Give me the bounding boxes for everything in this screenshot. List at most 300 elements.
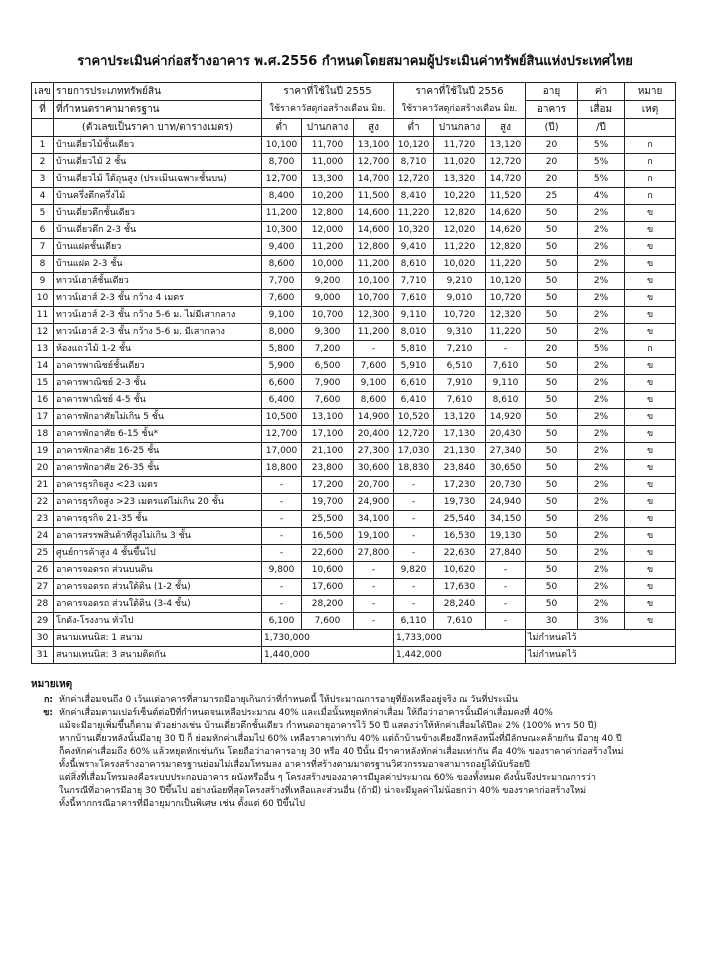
price-2556-mid: 10,620 <box>434 562 486 579</box>
table-row <box>32 613 676 630</box>
price-2555-mid: 6,500 <box>302 358 354 375</box>
price-2555-low: 6,400 <box>262 392 302 409</box>
row-note: ก <box>625 137 676 154</box>
depreciation-rate: 2% <box>578 596 625 613</box>
table-row <box>32 443 676 460</box>
row-note: ข <box>625 562 676 579</box>
price-2555-high: 10,700 <box>354 290 394 307</box>
building-age: 20 <box>526 171 578 188</box>
price-2556-high: 34,150 <box>486 511 526 528</box>
price-2556-high: 14,720 <box>486 171 526 188</box>
table-row <box>32 409 676 426</box>
row-number: 31 <box>32 647 54 664</box>
row-item-name: บ้านเดี่ยวตึกชั้นเดียว <box>54 205 262 222</box>
row-note: ข <box>625 613 676 630</box>
price-2555-low: - <box>262 477 302 494</box>
price-2555-low: 9,100 <box>262 307 302 324</box>
price-2556-high: 20,730 <box>486 477 526 494</box>
row-item-name: ทาวน์เฮาส์ชั้นเดียว <box>54 273 262 290</box>
building-age: 50 <box>526 307 578 324</box>
depreciation-rate: 2% <box>578 477 625 494</box>
price-2556-low: - <box>394 477 434 494</box>
price-table <box>31 82 676 664</box>
notes-section <box>31 678 681 811</box>
price-2556-low: 12,720 <box>394 426 434 443</box>
note-ka-key: ก: <box>43 695 53 705</box>
price-2555-mid: 21,100 <box>302 443 354 460</box>
building-age: 50 <box>526 460 578 477</box>
row-note: ข <box>625 324 676 341</box>
low-2556: ต่ำ <box>394 119 434 137</box>
price-2555-high: - <box>354 579 394 596</box>
note-kho <box>31 707 681 811</box>
building-age: 50 <box>526 392 578 409</box>
depreciation-rate: 2% <box>578 545 625 562</box>
price-2556-high: 24,940 <box>486 494 526 511</box>
row-item-name: อาคารพักอาศัยไม่เกิน 5 ชั้น <box>54 409 262 426</box>
price-2556-mid: 7,610 <box>434 613 486 630</box>
price-2556-low: 8,710 <box>394 154 434 171</box>
depreciation-rate: 5% <box>578 154 625 171</box>
row-number: 2 <box>32 154 54 171</box>
price-2556-mid: 9,310 <box>434 324 486 341</box>
price-2555-high: 12,800 <box>354 239 394 256</box>
col-no-header: เลข <box>32 83 54 101</box>
table-row <box>32 426 676 443</box>
price-2555-low: 8,000 <box>262 324 302 341</box>
row-number: 11 <box>32 307 54 324</box>
row-item-name: บ้านครึ่งตึกครึ่งไม้ <box>54 188 262 205</box>
col-item-header-2: ที่กำหนดราคามาตรฐาน <box>54 101 262 119</box>
note-kho-line: ทั้งนี้หากกรณีอาคารที่มีอายุมากเป็นพิเศษ เช่น ตั้งแต่ 60 ปีขึ้นไป <box>59 799 305 809</box>
price-2555-high: - <box>354 596 394 613</box>
row-item-name: สนามเทนนิส: 1 สนาม <box>54 630 262 647</box>
row-note: ข <box>625 392 676 409</box>
row-item-name: บ้านเดี่ยวไม้ชั้นเดียว <box>54 137 262 154</box>
building-age: 30 <box>526 613 578 630</box>
depreciation-rate: 2% <box>578 579 625 596</box>
price-2555-high: - <box>354 613 394 630</box>
price-2555-low: 12,700 <box>262 426 302 443</box>
price-2555-low: 10,100 <box>262 137 302 154</box>
building-age: 50 <box>526 324 578 341</box>
row-note: ข <box>625 239 676 256</box>
row-note: ก <box>625 341 676 358</box>
price-2555-low: 6,100 <box>262 613 302 630</box>
table-row <box>32 324 676 341</box>
note-kho-line: ก็คงหักค่าเสื่อมถึง 60% แล้วหยุดหักเช่นกัน โดยถือว่าอาคารอายุ 30 หรือ 40 ปีนั้น มีราคาหลังหักค่าเสื่อมเท่ากัน คือ 40% ของราคาค่าก่อสร้างใหม่ <box>59 747 624 757</box>
price-2556-high: 14,620 <box>486 205 526 222</box>
building-age: 50 <box>526 443 578 460</box>
note-kho-line: แม้จะมีอายุเพิ่มขึ้นก็ตาม ตัวอย่างเช่น บ้านเดี่ยวตึกชั้นเดียว กำหนดอายุอาคารไว้ 50 ปี แสดงว่าให้หักค่าเสื่อมได้ปีละ 2% (100% หาร 50 ปี) <box>59 721 597 731</box>
price-2556-high: 7,610 <box>486 358 526 375</box>
table-row <box>32 647 676 664</box>
row-item-name: ห้องแถวไม้ 1-2 ชั้น <box>54 341 262 358</box>
price-2556-mid: 13,120 <box>434 409 486 426</box>
price-2556-mid: 7,910 <box>434 375 486 392</box>
col-age-header: อายุ <box>526 83 578 101</box>
price-2555-mid: 7,600 <box>302 613 354 630</box>
table-row <box>32 307 676 324</box>
price-2556-high: 20,430 <box>486 426 526 443</box>
price-2555-high: 14,700 <box>354 171 394 188</box>
row-number: 4 <box>32 188 54 205</box>
col-dep-header: ค่า <box>578 83 625 101</box>
price-2555-high: 27,800 <box>354 545 394 562</box>
price-2555-high: 20,700 <box>354 477 394 494</box>
row-number: 9 <box>32 273 54 290</box>
table-row <box>32 273 676 290</box>
table-row <box>32 358 676 375</box>
building-age: 50 <box>526 205 578 222</box>
row-number: 8 <box>32 256 54 273</box>
building-age: 50 <box>526 375 578 392</box>
col-age-header-3: (ปี) <box>526 119 578 137</box>
row-note: ข <box>625 528 676 545</box>
row-number: 23 <box>32 511 54 528</box>
note-ka-text: หักค่าเสื่อมจนถึง 0 เว้นแต่อาคารที่สามารถมีอายุเกินกว่าที่กำหนดนี้ ให้ประมาณการอายุที่ยังเหลืออยู่จริง ณ วันที่ประเมิน <box>59 695 518 705</box>
row-note: ข <box>625 545 676 562</box>
price-2555-mid: 16,500 <box>302 528 354 545</box>
price-2556-mid: 10,220 <box>434 188 486 205</box>
depreciation-rate: 2% <box>578 494 625 511</box>
price-2556-low: 6,410 <box>394 392 434 409</box>
row-item-name: อาคารธุรกิจสูง <23 เมตร <box>54 477 262 494</box>
row-number: 21 <box>32 477 54 494</box>
col-2555-header: ราคาที่ใช้ในปี 2555 <box>262 83 394 101</box>
price-2556-lump: 1,733,000 <box>394 630 526 647</box>
depreciation-rate: 2% <box>578 375 625 392</box>
row-item-name: อาคารพักอาศัย 6-15 ชั้น* <box>54 426 262 443</box>
row-number: 17 <box>32 409 54 426</box>
price-2556-mid: 6,510 <box>434 358 486 375</box>
price-2555-mid: 11,000 <box>302 154 354 171</box>
table-row <box>32 137 676 154</box>
price-2556-low: - <box>394 545 434 562</box>
price-2555-high: 27,300 <box>354 443 394 460</box>
price-2556-low: 10,120 <box>394 137 434 154</box>
row-item-name: อาคารพาณิชย์ 4-5 ชั้น <box>54 392 262 409</box>
price-2556-high: 14,620 <box>486 222 526 239</box>
row-note: ข <box>625 290 676 307</box>
depreciation-rate: 2% <box>578 205 625 222</box>
price-2556-mid: 7,210 <box>434 341 486 358</box>
price-2556-mid: 11,220 <box>434 239 486 256</box>
price-2556-mid: 17,130 <box>434 426 486 443</box>
mid-2556: ปานกลาง <box>434 119 486 137</box>
note-ka <box>31 694 681 707</box>
notes-heading: หมายเหตุ <box>31 679 73 690</box>
price-2556-low: 7,610 <box>394 290 434 307</box>
price-2556-mid: 17,230 <box>434 477 486 494</box>
price-2556-high: 11,220 <box>486 256 526 273</box>
row-item-name: บ้านแฝดชั้นเดียว <box>54 239 262 256</box>
price-2555-low: 11,200 <box>262 205 302 222</box>
row-number: 29 <box>32 613 54 630</box>
col-note-header: หมาย <box>625 83 676 101</box>
price-2556-mid: 11,020 <box>434 154 486 171</box>
row-item-name: อาคารธุรกิจสูง >23 เมตรแต่ไม่เกิน 20 ชั้น <box>54 494 262 511</box>
row-item-name: ทาวน์เฮาส์ 2-3 ชั้น กว้าง 5-6 ม. ไม่มีเสากลาง <box>54 307 262 324</box>
table-row <box>32 511 676 528</box>
building-age: 50 <box>526 358 578 375</box>
row-number: 24 <box>32 528 54 545</box>
row-item-name: ศูนย์การค้าสูง 4 ชั้นขึ้นไป <box>54 545 262 562</box>
price-2555-mid: 9,300 <box>302 324 354 341</box>
price-2556-mid: 23,840 <box>434 460 486 477</box>
building-age: 50 <box>526 290 578 307</box>
price-2556-low: - <box>394 596 434 613</box>
row-item-name: อาคารจอดรถ ส่วนใต้ดิน (1-2 ชั้น) <box>54 579 262 596</box>
table-row <box>32 154 676 171</box>
row-note: ข <box>625 596 676 613</box>
price-2555-low: 7,700 <box>262 273 302 290</box>
col-age-header-2: อาคาร <box>526 101 578 119</box>
col-dep-header-3: /ปี <box>578 119 625 137</box>
building-age: 20 <box>526 154 578 171</box>
building-age: 50 <box>526 273 578 290</box>
depreciation-rate: 2% <box>578 358 625 375</box>
row-number: 25 <box>32 545 54 562</box>
price-2556-high: - <box>486 341 526 358</box>
price-2555-high: - <box>354 341 394 358</box>
row-number: 27 <box>32 579 54 596</box>
price-2555-mid: 10,200 <box>302 188 354 205</box>
price-2555-mid: 12,000 <box>302 222 354 239</box>
price-2556-mid: 10,020 <box>434 256 486 273</box>
high-2555: สูง <box>354 119 394 137</box>
price-2556-low: 11,220 <box>394 205 434 222</box>
price-2555-low: 18,800 <box>262 460 302 477</box>
row-item-name: บ้านเดี่ยวไม้ 2 ชั้น <box>54 154 262 171</box>
price-2555-mid: 23,800 <box>302 460 354 477</box>
price-2556-high: 27,840 <box>486 545 526 562</box>
row-note: ข <box>625 358 676 375</box>
price-2556-high: 12,820 <box>486 239 526 256</box>
table-row <box>32 528 676 545</box>
price-2555-high: 11,500 <box>354 188 394 205</box>
price-2555-high: 11,200 <box>354 324 394 341</box>
price-2555-mid: 12,800 <box>302 205 354 222</box>
price-2556-mid: 16,530 <box>434 528 486 545</box>
price-2555-low: 8,700 <box>262 154 302 171</box>
col-dep-header-2: เสื่อม <box>578 101 625 119</box>
row-number: 28 <box>32 596 54 613</box>
note-kho-line: หากบ้านเดี่ยวหลังนั้นมีอายุ 30 ปี ก็ ย่อมหักค่าเสื่อมไป 60% เหลือราคาเท่ากับ 40% แต่ถ้าบ้านข้างเคียงอีกหลังหนึ่งที่มีลักษณะคล้ายกัน มีอายุ 40 ปี <box>59 734 622 744</box>
col-2556-subheader: ใช้ราคาวัสดุก่อสร้างเดือน มิย. <box>394 101 526 119</box>
price-2556-low: 10,520 <box>394 409 434 426</box>
price-2555-mid: 17,200 <box>302 477 354 494</box>
price-2555-high: 14,600 <box>354 205 394 222</box>
row-item-name: บ้านเดี่ยวตึก 2-3 ชั้น <box>54 222 262 239</box>
depreciation-rate: 2% <box>578 307 625 324</box>
depreciation-rate: 2% <box>578 443 625 460</box>
price-2556-mid: 25,540 <box>434 511 486 528</box>
depreciation-rate: 2% <box>578 290 625 307</box>
table-row <box>32 375 676 392</box>
price-2555-high: 10,100 <box>354 273 394 290</box>
row-item-name: อาคารจอดรถ ส่วนบนดิน <box>54 562 262 579</box>
price-2556-low: 7,710 <box>394 273 434 290</box>
note-kho-line: ในกรณีที่อาคารมีอายุ 30 ปีขึ้นไป อย่างน้อยที่สุดโครงสร้างที่เหลือและส่วนอื่น (ถ้ามี) น่าจะมีมูลค่าไม่น้อยกว่า 40% ของราคาก่อสร้างใหม่ <box>59 786 587 796</box>
depreciation-rate: 2% <box>578 239 625 256</box>
price-2556-high: 10,720 <box>486 290 526 307</box>
depreciation-rate: 2% <box>578 562 625 579</box>
row-note: ข <box>625 409 676 426</box>
building-age: 50 <box>526 528 578 545</box>
row-item-name: สนามเทนนิส: 3 สนามติดกัน <box>54 647 262 664</box>
row-note: ข <box>625 256 676 273</box>
price-2556-mid: 21,130 <box>434 443 486 460</box>
price-2555-mid: 17,600 <box>302 579 354 596</box>
row-note: ข <box>625 477 676 494</box>
row-number: 1 <box>32 137 54 154</box>
depreciation-rate: 2% <box>578 409 625 426</box>
price-2555-mid: 10,700 <box>302 307 354 324</box>
price-2556-low: 8,610 <box>394 256 434 273</box>
row-item-name: อาคารสรรพสินค้าที่สูงไม่เกิน 3 ชั้น <box>54 528 262 545</box>
price-2555-high: 19,100 <box>354 528 394 545</box>
depreciation-rate: 5% <box>578 171 625 188</box>
note-kho-line: ทั้งนี้เพราะโครงสร้างอาคารมาตรฐานย่อมไม่เสื่อมโทรมลง อาคารที่สร้างตามมาตรฐานวิศวกรรมอาจสามารถอยู่ได้นับร้อยปี <box>59 760 530 770</box>
row-note: ข <box>625 579 676 596</box>
table-row <box>32 205 676 222</box>
price-2556-high: 27,340 <box>486 443 526 460</box>
row-note: ข <box>625 273 676 290</box>
col-no-header-2: ที่ <box>32 101 54 119</box>
price-2556-high: - <box>486 613 526 630</box>
price-2555-mid: 9,200 <box>302 273 354 290</box>
depreciation-rate: 2% <box>578 528 625 545</box>
row-remark: ไม่กำหนดไว้ <box>526 647 676 664</box>
row-remark: ไม่กำหนดไว้ <box>526 630 676 647</box>
price-2555-high: 24,900 <box>354 494 394 511</box>
price-2555-lump: 1,440,000 <box>262 647 394 664</box>
price-2555-high: 13,100 <box>354 137 394 154</box>
row-item-name: ทาวน์เฮาส์ 2-3 ชั้น กว้าง 4 เมตร <box>54 290 262 307</box>
price-2556-low: 9,410 <box>394 239 434 256</box>
note-kho-key: ข: <box>43 708 53 718</box>
price-2556-high: 9,110 <box>486 375 526 392</box>
row-note: ก <box>625 188 676 205</box>
price-2556-low: 6,610 <box>394 375 434 392</box>
price-2556-low: - <box>394 579 434 596</box>
price-2555-high: 11,200 <box>354 256 394 273</box>
row-note: ข <box>625 205 676 222</box>
price-2556-mid: 9,010 <box>434 290 486 307</box>
row-item-name: อาคารจอดรถ ส่วนใต้ดิน (3-4 ชั้น) <box>54 596 262 613</box>
building-age: 50 <box>526 426 578 443</box>
col-item-header-3: (ตัวเลขเป็นราคา บาท/ตารางเมตร) <box>54 119 262 137</box>
price-2556-low: 9,110 <box>394 307 434 324</box>
row-number: 26 <box>32 562 54 579</box>
price-2555-low: 17,000 <box>262 443 302 460</box>
price-2555-mid: 13,300 <box>302 171 354 188</box>
price-2556-mid: 28,240 <box>434 596 486 613</box>
price-2555-low: - <box>262 579 302 596</box>
row-item-name: อาคารพาณิชย์ชั้นเดียว <box>54 358 262 375</box>
price-2556-high: - <box>486 596 526 613</box>
price-2556-mid: 17,630 <box>434 579 486 596</box>
row-number: 16 <box>32 392 54 409</box>
note-kho-text <box>59 707 681 811</box>
building-age: 50 <box>526 239 578 256</box>
price-2556-high: - <box>486 579 526 596</box>
price-2556-low: 18,830 <box>394 460 434 477</box>
building-age: 50 <box>526 409 578 426</box>
building-age: 50 <box>526 579 578 596</box>
price-2555-low: - <box>262 511 302 528</box>
price-2556-mid: 19,730 <box>434 494 486 511</box>
row-item-name: อาคารพักอาศัย 16-25 ชั้น <box>54 443 262 460</box>
row-number: 30 <box>32 630 54 647</box>
row-note: ก <box>625 171 676 188</box>
price-2556-high: 13,120 <box>486 137 526 154</box>
row-number: 7 <box>32 239 54 256</box>
price-2555-mid: 11,700 <box>302 137 354 154</box>
price-2556-lump: 1,442,000 <box>394 647 526 664</box>
table-row <box>32 460 676 477</box>
price-2555-low: 10,500 <box>262 409 302 426</box>
row-note: ข <box>625 460 676 477</box>
row-item-name: ทาวน์เฮาส์ 2-3 ชั้น กว้าง 5-6 ม. มีเสากลาง <box>54 324 262 341</box>
row-note: ข <box>625 494 676 511</box>
table-row <box>32 630 676 647</box>
building-age: 25 <box>526 188 578 205</box>
price-2556-low: - <box>394 494 434 511</box>
price-2555-mid: 22,600 <box>302 545 354 562</box>
price-2556-low: 9,820 <box>394 562 434 579</box>
price-2556-mid: 13,320 <box>434 171 486 188</box>
price-2556-low: 17,030 <box>394 443 434 460</box>
table-row <box>32 171 676 188</box>
row-note: ข <box>625 307 676 324</box>
price-2556-high: 30,650 <box>486 460 526 477</box>
building-age: 50 <box>526 477 578 494</box>
building-age: 20 <box>526 341 578 358</box>
price-2555-high: 12,300 <box>354 307 394 324</box>
building-age: 50 <box>526 545 578 562</box>
depreciation-rate: 2% <box>578 324 625 341</box>
col-note-header-2: เหตุ <box>625 101 676 119</box>
price-2555-mid: 7,900 <box>302 375 354 392</box>
price-2555-high: 20,400 <box>354 426 394 443</box>
building-age: 50 <box>526 494 578 511</box>
price-2555-low: - <box>262 596 302 613</box>
row-number: 22 <box>32 494 54 511</box>
table-body <box>32 137 676 664</box>
table-row <box>32 239 676 256</box>
price-2555-high: 14,900 <box>354 409 394 426</box>
price-2555-low: - <box>262 528 302 545</box>
price-2556-high: 14,920 <box>486 409 526 426</box>
depreciation-rate: 2% <box>578 426 625 443</box>
price-2555-low: 8,600 <box>262 256 302 273</box>
price-2556-mid: 22,630 <box>434 545 486 562</box>
table-row <box>32 188 676 205</box>
note-kho-line: แต่สิ่งที่เสื่อมโทรมลงคือระบบประกอบอาคาร ผนังหรืออื่น ๆ โครงสร้างของอาคารมีมูลค่าประมาณ 60% ของทั้งหมด ดังนั้นจึงประมาณการว่า <box>59 773 596 783</box>
depreciation-rate: 5% <box>578 341 625 358</box>
price-2555-high: 14,600 <box>354 222 394 239</box>
price-2556-mid: 11,720 <box>434 137 486 154</box>
row-item-name: อาคารธุรกิจ 21-35 ชั้น <box>54 511 262 528</box>
price-2555-mid: 7,600 <box>302 392 354 409</box>
price-2555-low: 9,800 <box>262 562 302 579</box>
depreciation-rate: 2% <box>578 460 625 477</box>
depreciation-rate: 2% <box>578 511 625 528</box>
price-2555-high: 7,600 <box>354 358 394 375</box>
row-number: 20 <box>32 460 54 477</box>
